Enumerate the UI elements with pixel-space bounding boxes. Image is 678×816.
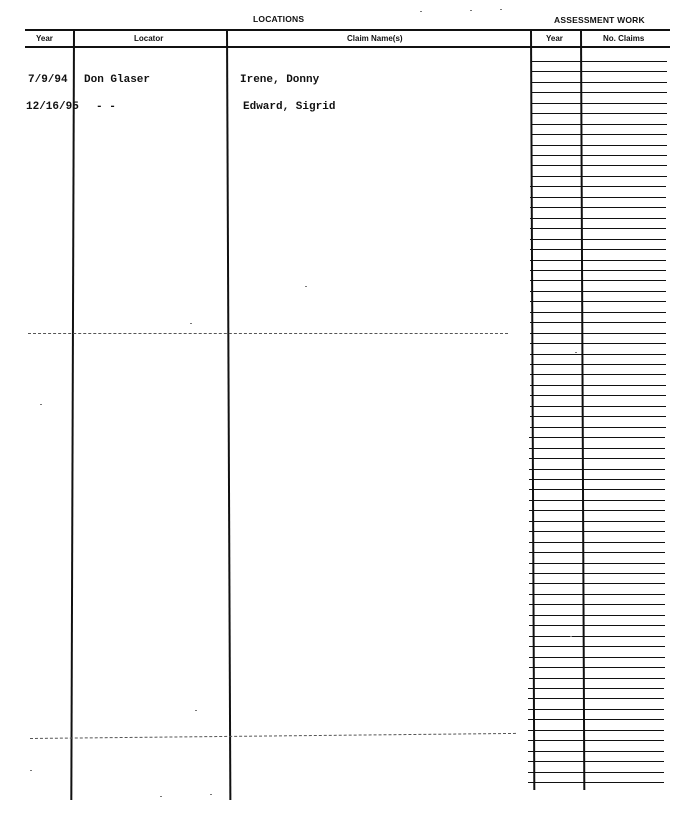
- assessment-work-row-line: [529, 594, 665, 595]
- assessment-work-row-line: [528, 688, 664, 689]
- scan-speck: [420, 11, 422, 12]
- assessment-work-row-line: [529, 667, 665, 668]
- assessment-work-row-line: [531, 165, 667, 166]
- scan-speck: [195, 710, 197, 711]
- assessment-work-row-line: [530, 406, 666, 407]
- assessment-work-row-line: [529, 583, 665, 584]
- assessment-work-row-line: [530, 395, 666, 396]
- assessment-work-row-line: [529, 489, 665, 490]
- page-break-dash: [30, 733, 516, 739]
- assessment-work-row-line: [529, 521, 665, 522]
- column-divider-aw-year-claims: [580, 30, 585, 790]
- assessment-work-row-line: [529, 573, 665, 574]
- assessment-work-row-line: [529, 437, 665, 438]
- assessment-work-row-line: [529, 500, 665, 501]
- scan-speck: [305, 286, 307, 287]
- column-header-year: Year: [36, 34, 53, 43]
- scan-speck: [40, 404, 42, 405]
- header-top-rule: [25, 29, 670, 31]
- entry-locator: Don Glaser: [84, 74, 151, 86]
- column-header-locator: Locator: [134, 34, 164, 43]
- assessment-work-row-line: [528, 761, 664, 762]
- entry-year: 12/16/95: [26, 101, 79, 113]
- assessment-work-row-line: [529, 604, 665, 605]
- assessment-work-row-line: [531, 176, 667, 177]
- entry-claim-names: Edward, Sigrid: [243, 101, 336, 113]
- assessment-work-row-line: [531, 145, 667, 146]
- scan-speck: [160, 796, 162, 797]
- assessment-work-row-line: [530, 312, 666, 313]
- column-header-no-claims: No. Claims: [603, 34, 645, 43]
- column-header-assessment-year: Year: [546, 34, 563, 43]
- entry-claim-names: Irene, Donny: [240, 74, 320, 86]
- assessment-work-row-line: [529, 469, 665, 470]
- assessment-work-row-line: [531, 61, 667, 62]
- assessment-work-row-line: [530, 260, 666, 261]
- assessment-work-row-line: [531, 92, 667, 93]
- scan-speck: [570, 636, 572, 637]
- assessment-work-row-line: [529, 542, 665, 543]
- assessment-work-row-line: [529, 636, 665, 637]
- assessment-work-row-line: [531, 124, 667, 125]
- assessment-work-row-line: [530, 239, 666, 240]
- assessment-work-row-line: [529, 646, 665, 647]
- assessment-work-row-line: [530, 427, 666, 428]
- assessment-work-row-line: [530, 322, 666, 323]
- assessment-work-row-line: [530, 416, 666, 417]
- assessment-work-row-line: [530, 354, 666, 355]
- column-header-claim-names: Claim Name(s): [347, 34, 403, 43]
- assessment-work-row-line: [529, 479, 665, 480]
- assessment-work-row-line: [531, 113, 667, 114]
- assessment-work-row-line: [530, 333, 666, 334]
- scan-speck: [190, 323, 192, 324]
- assessment-work-row-line: [530, 343, 666, 344]
- column-divider-locator-claims: [226, 30, 231, 800]
- assessment-work-row-line: [528, 719, 664, 720]
- assessment-work-row-line: [528, 730, 664, 731]
- assessment-work-row-line: [530, 301, 666, 302]
- assessment-work-row-line: [529, 657, 665, 658]
- assessment-work-row-line: [529, 563, 665, 564]
- assessment-work-row-line: [529, 625, 665, 626]
- assessment-work-row-line: [528, 740, 664, 741]
- assessment-work-row-line: [530, 280, 666, 281]
- scan-speck: [210, 794, 212, 795]
- assessment-work-row-line: [529, 615, 665, 616]
- assessment-work-row-line: [530, 207, 666, 208]
- entry-locator: - -: [96, 101, 116, 113]
- assessment-work-row-line: [530, 374, 666, 375]
- assessment-work-row-line: [531, 103, 667, 104]
- assessment-work-row-line: [529, 552, 665, 553]
- scan-speck: [500, 9, 502, 10]
- assessment-work-row-line: [529, 531, 665, 532]
- assessment-work-row-line: [531, 134, 667, 135]
- entry-year: 7/9/94: [28, 74, 68, 86]
- assessment-work-row-line: [531, 155, 667, 156]
- scan-speck: [30, 770, 32, 771]
- page-break-dash: [28, 333, 508, 334]
- assessment-work-row-line: [528, 698, 664, 699]
- column-divider-year-locator: [70, 30, 74, 800]
- assessment-work-row-line: [528, 751, 664, 752]
- assessment-work-row-line: [530, 186, 666, 187]
- assessment-work-row-line: [529, 678, 665, 679]
- assessment-work-row-line: [530, 228, 666, 229]
- locations-section-title: LOCATIONS: [253, 14, 305, 24]
- assessment-work-row-line: [530, 197, 666, 198]
- assessment-work-row-line: [529, 448, 665, 449]
- assessment-work-row-line: [528, 772, 664, 773]
- assessment-work-row-line: [529, 510, 665, 511]
- assessment-work-row-line: [531, 71, 667, 72]
- assessment-work-row-line: [528, 709, 664, 710]
- assessment-work-row-line: [530, 218, 666, 219]
- assessment-work-row-line: [530, 291, 666, 292]
- assessment-work-row-line: [530, 385, 666, 386]
- header-bottom-rule: [25, 46, 670, 48]
- assessment-work-row-line: [529, 458, 665, 459]
- assessment-work-row-line: [530, 249, 666, 250]
- assessment-work-section-title: ASSESSMENT WORK: [554, 15, 645, 25]
- assessment-work-row-line: [528, 782, 664, 783]
- assessment-work-row-line: [530, 270, 666, 271]
- column-divider-claims-assessment: [530, 30, 535, 790]
- scan-speck: [470, 10, 472, 11]
- assessment-work-row-line: [530, 364, 666, 365]
- scan-speck: [575, 352, 577, 353]
- assessment-work-row-line: [531, 82, 667, 83]
